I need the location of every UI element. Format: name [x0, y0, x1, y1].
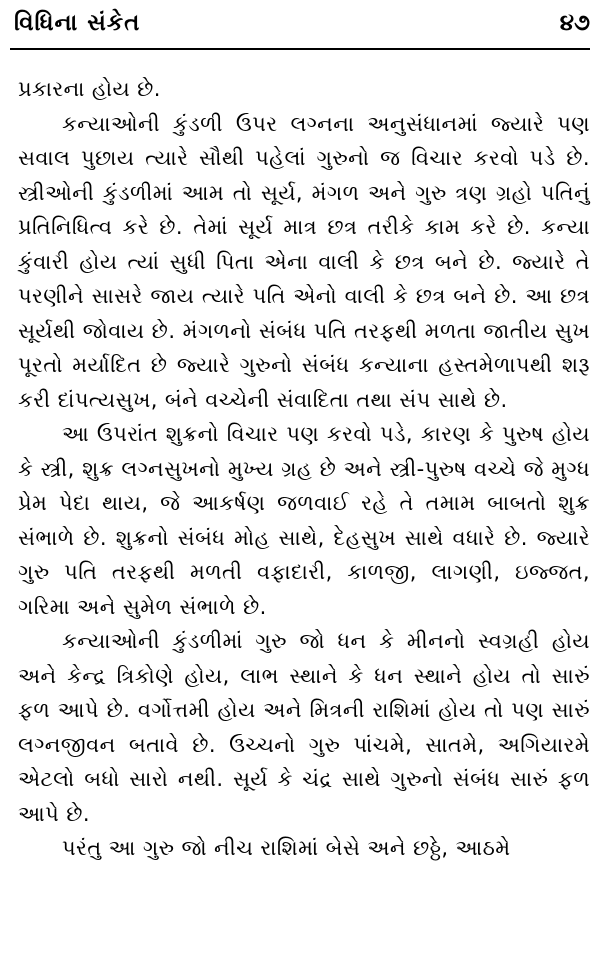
paragraph-guru-placement: કન્યાઓની કુંડળીમાં ગુરુ જો ધન કે મીનનો સ્વગ્રહી હોય અને કેન્દ્ર ત્રિકોણે હોય, લાભ સ્થાને કે ધન સ્થાને હોય તો સારું ફળ આપે છે. વર્ગોત્તમી હોય અને મિત્રની રાશિમાં હોય તો પણ સારું લગ્નજીવન બતાવે છે. ઉચ્ચનો ગુરુ પાંચમે, સાતમે, અગિયારમે એટલો બધો સારો નથી. સૂર્ય કે ચંદ્ર સાથે ગુરુનો સંબંધ સારું ફળ આપે છે.	[18, 629, 590, 826]
running-title: વિધિના સંકેત	[14, 10, 141, 36]
paragraph-continuation: પ્રકારના હોય છે.	[18, 77, 161, 101]
header-rule	[10, 48, 590, 50]
paragraph-kanya-kundli: કન્યાઓની કુંડળી ઉપર લગ્નના અનુસંધાનમાં જ્યારે પણ સવાલ પુછાય ત્યારે સૌથી પહેલાં ગુરુનો જ વિચાર કરવો પડે છે. સ્ત્રીઓની કુંડળીમાં આમ તો સૂર્ય, મંગળ અને ગુરુ ત્રણ ગ્રહો પતિનું પ્રતિનિધિત્વ કરે છે. તેમાં સૂર્ય માત્ર છત્ર તરીકે કામ કરે છે. કન્યા કુંવારી હોય ત્યાં સુધી પિતા એના વાલી કે છત્ર બને છે. જ્યારે તે પરણીને સાસરે જાય ત્યારે પતિ એનો વાલી કે છત્ર બને છે. આ છત્ર સૂર્યથી જોવાય છે. મંગળનો સંબંધ પતિ તરફથી મળતા જાતીય સુખ પૂરતો મર્યાદિત છે જ્યારે ગુરુનો સંબંધ કન્યાના હસ્તમેળાપથી શરૂ કરી દાંપત્યસુખ, બંને વચ્ચેની સંવાદિતા તથા સંપ સાથે છે.	[18, 111, 590, 412]
paragraph-shukra: આ ઉપરાંત શુક્રનો વિચાર પણ કરવો પડે, કારણ કે પુરુષ હોય કે સ્ત્રી, શુક્ર લગ્નસુખનો મુખ્ય ગ્રહ છે અને સ્ત્રી-પુરુષ વચ્ચે જે મુગ્ધ પ્રેમ પેદા થાય, જે આકર્ષણ જળવાઈ રહે તે તમામ બાબતો શુક્ર સંભાળે છે. શુક્રનો સંબંધ મોહ સાથે, દેહસુખ સાથે વધારે છે. જ્યારે ગુરુ પતિ તરફથી મળતી વફાદારી, કાળજી, લાગણી, ઇજ્જત, ગરિમા અને સુમેળ સંભાળે છે.	[18, 422, 590, 619]
body-text	[18, 72, 590, 866]
page-number: ૪૭	[559, 10, 590, 36]
running-header	[14, 10, 590, 50]
paragraph-neech-guru: પરંતુ આ ગુરુ જો નીચ રાશિમાં બેસે અને છઠ્ઠે, આઠમે	[62, 836, 511, 860]
